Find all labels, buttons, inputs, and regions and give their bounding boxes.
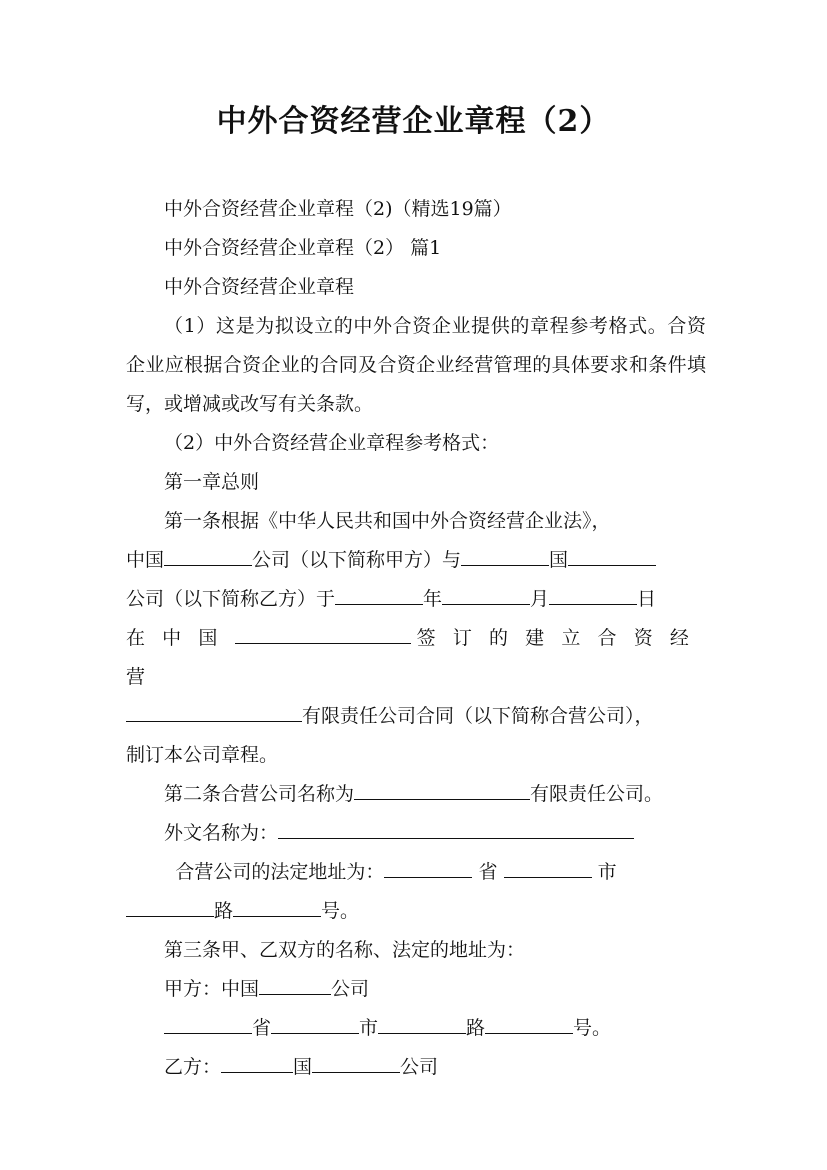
- party-a-line: [126, 970, 706, 1009]
- text-segment: 市: [359, 1017, 379, 1039]
- text-segment: 市: [597, 861, 617, 883]
- fill-blank: [164, 1011, 252, 1034]
- fill-blank: [504, 855, 592, 878]
- article-1-line-6: 制订本公司章程。: [126, 744, 279, 766]
- text-segment: 有限责任公司。: [530, 783, 664, 805]
- foreign-name-line: [126, 814, 706, 853]
- fill-blank: [126, 894, 214, 917]
- text-segment: 第二条合营公司名称为: [164, 783, 355, 805]
- fill-blank: [384, 855, 472, 878]
- text-segment: 在中国: [126, 627, 235, 649]
- text-segment: 中国: [126, 549, 165, 571]
- text-segment: 外文名称为：: [164, 822, 279, 844]
- document-title: 中外合资经营企业章程（2）: [216, 104, 611, 139]
- fill-blank: [378, 1011, 466, 1034]
- fill-blank: [278, 816, 634, 839]
- fill-blank: [259, 972, 331, 995]
- fill-blank: [568, 543, 656, 566]
- text-segment: 签订的建立合资经营: [126, 627, 706, 688]
- text-segment: 号。: [321, 900, 360, 922]
- text-segment: 省: [252, 1017, 272, 1039]
- paragraph-section-heading: 中外合资经营企业章程（2） 篇1: [164, 237, 442, 259]
- article-1-line-4: [126, 619, 706, 697]
- party-b-line: [126, 1048, 706, 1087]
- text-segment: 路: [214, 900, 234, 922]
- article-2: [126, 775, 706, 814]
- article-1-line-5: [126, 697, 706, 736]
- text-segment: 日: [637, 588, 657, 610]
- text-segment: 年: [423, 588, 443, 610]
- fill-blank: [335, 582, 423, 605]
- text-segment: 乙方：: [164, 1056, 222, 1078]
- paragraph-charter-name: 中外合资经营企业章程: [164, 276, 355, 298]
- fill-blank: [485, 1011, 573, 1034]
- chapter-heading: 第一章总则: [164, 471, 260, 493]
- article-1-line-2: [126, 541, 706, 580]
- text-segment: 国: [549, 549, 569, 571]
- text-segment: 公司（以下简称甲方）与: [252, 549, 462, 571]
- fill-blank: [461, 543, 549, 566]
- fill-blank: [312, 1050, 400, 1073]
- text-segment: 月: [530, 588, 550, 610]
- text-segment: 公司（以下简称乙方）于: [126, 588, 336, 610]
- text-segment: 合营公司的法定地址为：: [175, 861, 385, 883]
- text-segment: 公司: [400, 1056, 439, 1078]
- fill-blank: [354, 777, 530, 800]
- party-a-address: [126, 1009, 706, 1048]
- fill-blank: [221, 1050, 293, 1073]
- text-segment: 省: [478, 861, 498, 883]
- legal-address-line-2: [126, 892, 706, 931]
- paragraph-note-1: （1）这是为拟设立的中外合资企业提供的章程参考格式。合资企业应根据合资企业的合同及合资企业经营管理的具体要求和条件填写，或增减或改写有关条款。: [126, 315, 706, 415]
- fill-blank: [126, 699, 302, 722]
- text-segment: 路: [466, 1017, 486, 1039]
- article-1-line-3: [126, 580, 706, 619]
- fill-blank: [442, 582, 530, 605]
- fill-blank: [271, 1011, 359, 1034]
- text-segment: 甲方：中国: [164, 978, 260, 1000]
- article-3: 第三条甲、乙双方的名称、法定的地址为：: [164, 939, 526, 961]
- fill-blank: [549, 582, 637, 605]
- text-segment: 国: [293, 1056, 313, 1078]
- paragraph-contents-header: 中外合资经营企业章程（2)（精选19篇）: [164, 198, 512, 220]
- text-segment: 有限责任公司合同（以下简称合营公司），: [302, 705, 654, 727]
- text-segment: 公司: [331, 978, 370, 1000]
- legal-address-line-1: [126, 853, 706, 892]
- fill-blank: [164, 543, 252, 566]
- fill-blank: [235, 621, 411, 644]
- text-segment: 号。: [573, 1017, 612, 1039]
- fill-blank: [233, 894, 321, 917]
- paragraph-note-2: （2）中外合资经营企业章程参考格式：: [164, 432, 500, 454]
- article-1-intro: 第一条根据《中华人民共和国中外合资经营企业法》，: [164, 510, 611, 532]
- document-body: [126, 190, 706, 1087]
